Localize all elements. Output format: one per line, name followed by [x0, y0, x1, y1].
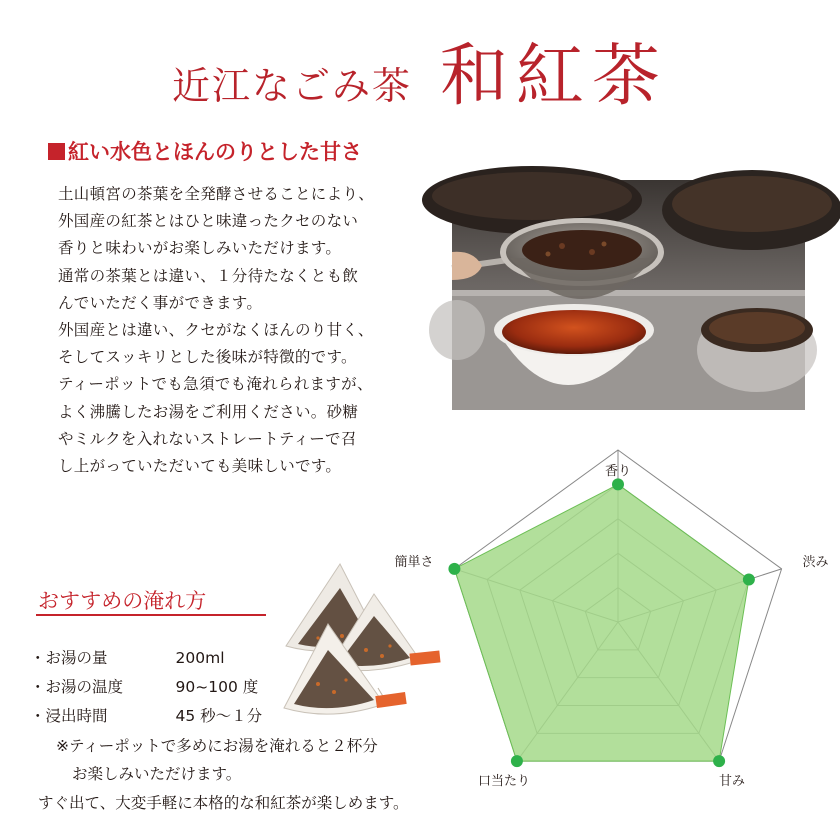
radar-point-1: [743, 573, 755, 585]
brew-title-underline: [36, 614, 266, 616]
brew-closing: すぐ出て、大変手軽に本格的な和紅茶が楽しめます。: [38, 794, 409, 812]
radar-point-3: [511, 755, 523, 767]
spec-label: お湯の量: [45, 649, 108, 667]
spec-row-temperature: [30, 675, 258, 697]
description-line: 外国産とは違い、クセがなくほんのり甘く、: [58, 321, 374, 340]
radar-axis-label-sweetness: 甘み: [719, 773, 746, 789]
page-title: [0, 22, 840, 119]
brew-title: おすすめの淹れ方: [38, 589, 207, 613]
description-line: んでいただく事ができます。: [58, 293, 263, 312]
brew-note-line: お楽しみいただけます。: [72, 765, 242, 783]
bullet: ・: [30, 678, 46, 696]
red-square-icon: [48, 143, 65, 160]
section-heading-text: 紅い水色とほんのりとした甘さ: [68, 140, 362, 164]
radar-axis-label-ease: 簡単さ: [394, 555, 434, 571]
bullet: ・: [30, 707, 46, 725]
flavor-radar-chart: [394, 450, 840, 840]
radar-point-2: [713, 755, 725, 767]
title-main: 和紅茶: [440, 37, 669, 116]
description-line: 通常の茶葉とは違い、１分待たなくとも飲: [58, 266, 359, 285]
radar-point-4: [448, 563, 460, 575]
spec-value: 200ml: [175, 649, 225, 667]
description-line: 土山頓宮の茶葉を全発酵させることにより、: [58, 185, 375, 203]
radar-area: [454, 484, 748, 761]
brew-note-line: ※ティーポットで多めにお湯を淹れると２杯分: [56, 737, 378, 755]
spec-label: お湯の温度: [45, 678, 124, 696]
description-line: 外国産の紅茶とはひと味違ったクセのない: [58, 212, 359, 231]
radar-point-0: [612, 478, 624, 490]
section-heading: [48, 136, 362, 166]
spec-value: 90~100 度: [175, 678, 259, 696]
description-line: 香りと味わいがお楽しみいただけます。: [58, 239, 342, 258]
description-line: そしてスッキリとした後味が特徴的です。: [58, 348, 357, 367]
description-line: し上がっていただいても美味しいです。: [58, 457, 342, 476]
description-text: [58, 181, 438, 480]
radar-axis-label-mouthfeel: 口当たり: [477, 773, 530, 789]
spec-value: 45 秒～１分: [175, 707, 263, 725]
radar-axis-label-astringency: 渋み: [802, 555, 829, 571]
description-line: よく沸騰したお湯をご利用ください。砂糖: [58, 402, 359, 421]
spec-label: 浸出時間: [45, 707, 108, 725]
description-line: やミルクを入れないストレートティーで召: [58, 429, 357, 448]
tea-strainer-photo: [452, 180, 805, 410]
description-line: ティーポットでも急須でも淹れられますが、: [58, 375, 373, 394]
title-sub: 近江なごみ茶: [171, 64, 412, 108]
spec-row-amount: [30, 646, 225, 668]
spec-row-steep-time: [30, 704, 262, 726]
bullet: ・: [30, 649, 46, 667]
radar-axis-label-aroma: 香り: [604, 464, 632, 479]
